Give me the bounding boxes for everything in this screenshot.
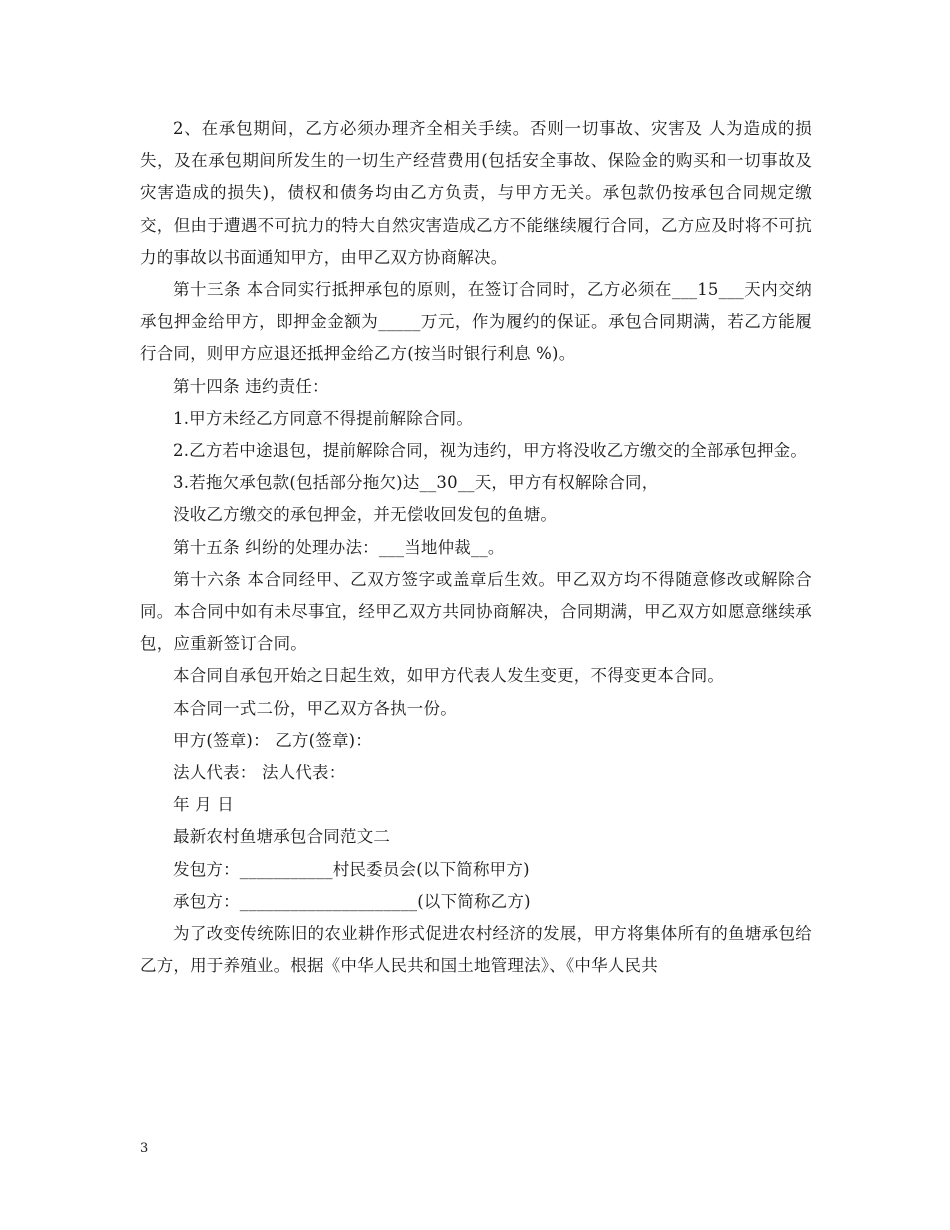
- signature-line-representatives: 法人代表： 法人代表：: [173, 763, 346, 783]
- party-line-contractee: 承包方：_____________________(以下简称乙方): [173, 891, 531, 911]
- paragraph-breach-item-3: 3.若拖欠承包款(包括部分拖欠)达__30__天，甲方有权解除合同，: [173, 473, 659, 493]
- paragraph-breach-item-2: 2.乙方若中途退包，提前解除合同，视为违约，甲方将没收乙方缴交的全部承包押金。: [173, 441, 808, 461]
- party-line-contractor-issuer: 发包方：___________村民委员会(以下简称甲方): [173, 859, 530, 879]
- paragraph-effective-date: 本合同自承包开始之日起生效，如甲方代表人发生变更，不得变更本合同。: [173, 666, 725, 686]
- paragraph-responsibility-clause-2: 2、在承包期间，乙方必须办理齐全相关手续。否则一切事故、灾害及 人为造成的损失，及在承包期间所发生的一切生产经营费用(包括安全事故、保险金的购买和一切事故及灾害造成的损失)，债权和债务均由乙方负责，与甲方无关。承包款仍按承包合同规定缴交，但由于遭遇不可抗力的特大自然灾害造成乙方不能继续履行合同，乙方应及时将不可抗力的事故以书面通知甲方，由甲乙双方协商解决。: [140, 119, 812, 267]
- signature-line-date: 年 月 日: [173, 795, 234, 815]
- paragraph-article-14-heading: 第十四条 违约责任：: [173, 376, 329, 396]
- paragraph-breach-item-3-continued: 没收乙方缴交的承包押金，并无偿收回发包的鱼塘。: [173, 505, 558, 525]
- signature-line-parties: 甲方(签章)： 乙方(签章)：: [173, 730, 372, 750]
- paragraph-preamble: 为了改变传统陈旧的农业耕作形式促进农村经济的发展，甲方将集体所有的鱼塘承包给乙方，用于养殖业。根据《中华人民共和国土地管理法》、《中华人民共: [140, 924, 812, 976]
- paragraph-article-13: 第十三条 本合同实行抵押承包的原则，在签订合同时，乙方必须在___15___天内交纳承包押金给甲方，即押金金额为_____万元，作为履约的保证。承包合同期满，若乙方能履行合同，则甲方应退还抵押金给乙方(按当时银行利息 %)。: [140, 280, 812, 364]
- paragraph-copies: 本合同一式二份，甲乙双方各执一份。: [173, 698, 457, 718]
- page-number: 3: [140, 1141, 149, 1156]
- paragraph-breach-item-1: 1.甲方未经乙方同意不得提前解除合同。: [173, 408, 474, 428]
- paragraph-article-16: 第十六条 本合同经甲、乙双方签字或盖章后生效。甲乙双方均不得随意修改或解除合同。本合同中如有未尽事宜，经甲乙双方共同协商解决，合同期满，甲乙双方如愿意继续承包，应重新签订合同。: [140, 569, 812, 654]
- document-page: [140, 113, 812, 982]
- paragraph-article-15: 第十五条 纠纷的处理办法：___当地仲裁__。: [173, 537, 505, 557]
- section-title-second-contract: 最新农村鱼塘承包合同范文二: [173, 827, 391, 847]
